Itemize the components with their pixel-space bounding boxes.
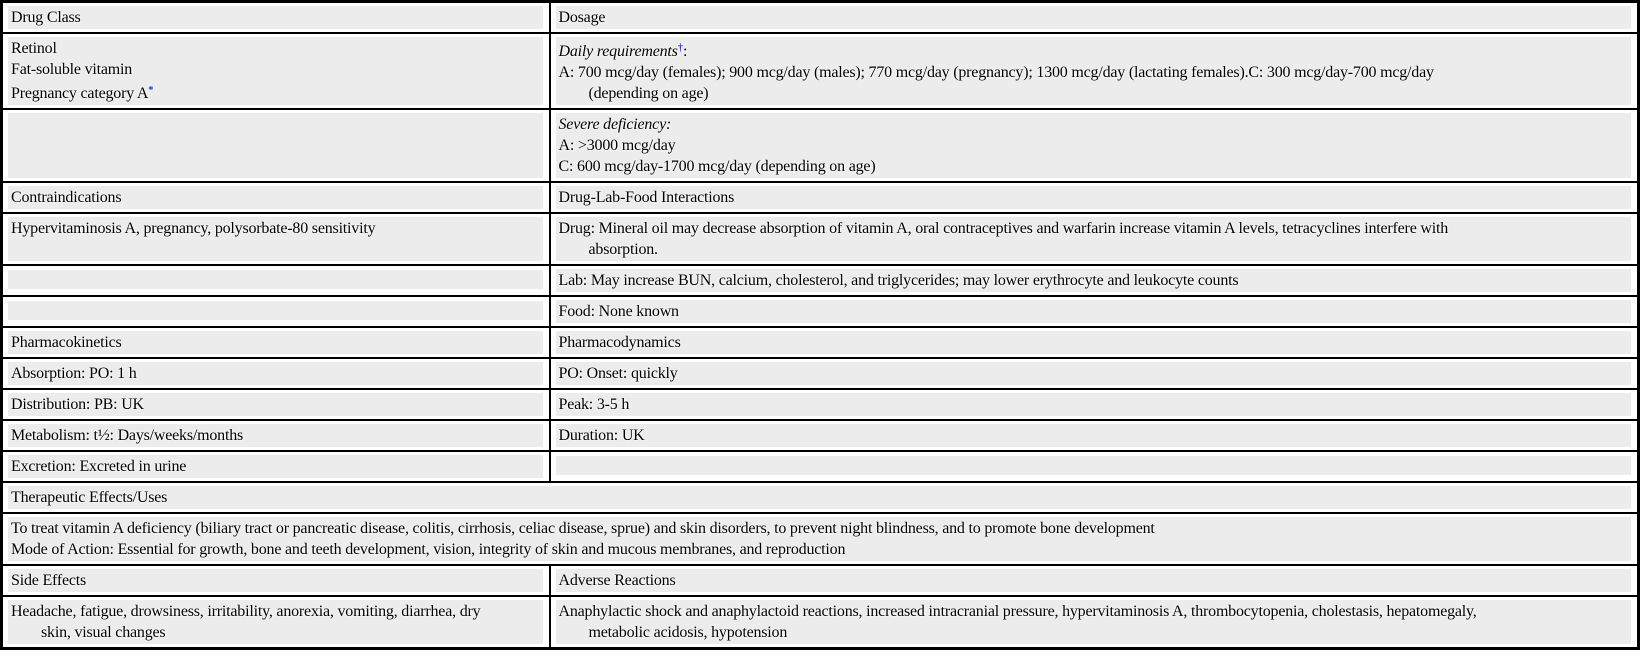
- text-segment: Distribution: PB: UK: [11, 396, 144, 413]
- text-segment: A: 700 mcg/day (females); 900 mcg/day (males); 770 mcg/day (pregnancy); 1300 mcg/day (lactating females).C: 300 mcg/day-700 mcg/day: [558, 64, 1434, 81]
- text-segment: A: >3000 mcg/day: [558, 137, 676, 154]
- footnote-marker: *: [148, 85, 154, 96]
- text-line: [11, 539, 1628, 560]
- row-excretion: [2, 451, 1639, 482]
- text-line: [11, 518, 1628, 539]
- text-line: [11, 332, 540, 353]
- cell-highlight: [556, 6, 1632, 29]
- row-metabolism-duration-cell-1: [550, 420, 1639, 451]
- text-line: [11, 38, 540, 59]
- row-side-effects-adverse-reactions-text-cell-1: [550, 596, 1639, 649]
- row-lab-interactions: [2, 265, 1639, 296]
- cell-highlight: [556, 331, 1632, 354]
- row-distribution-peak-cell-0: [2, 389, 550, 420]
- row-header-side-effects-adverse-reactions-cell-0: [2, 565, 550, 596]
- text-segment: Severe deficiency:: [558, 116, 672, 133]
- text-line: [11, 456, 540, 477]
- row-excretion-cell-0: [2, 451, 550, 482]
- text-line: [11, 187, 540, 208]
- text-line: [11, 80, 540, 104]
- text-line: [11, 59, 540, 80]
- text-line: [11, 570, 540, 591]
- text-line: [559, 38, 1629, 62]
- row-excretion-cell-1: [550, 451, 1639, 482]
- text-line: [559, 83, 1629, 104]
- cell-highlight: [8, 331, 543, 354]
- empty-highlight-bar: [8, 270, 543, 289]
- row-metabolism-duration: [2, 420, 1639, 451]
- text-line: [559, 332, 1629, 353]
- text-line: [559, 218, 1629, 239]
- row-absorption-onset-cell-1: [550, 358, 1639, 389]
- cell-highlight: [8, 6, 543, 29]
- text-segment: Drug Class: [11, 9, 81, 26]
- text-segment: Mode of Action: Essential for growth, bone and teeth development, vision, integrity of skin and mucous membranes, and reproduction: [11, 541, 846, 558]
- drug-monograph-table-body: [2, 2, 1639, 649]
- text-segment: To treat vitamin A deficiency (biliary tract or pancreatic disease, colitis, cirrhosis, celiac disease, sprue) and skin disorders, to prevent night blindness, and to promote bone development: [11, 520, 1155, 537]
- text-line: [559, 114, 1629, 135]
- row-absorption-onset: [2, 358, 1639, 389]
- row-drug-identity-daily-requirements: [2, 33, 1639, 109]
- row-metabolism-duration-cell-0: [2, 420, 550, 451]
- row-food-interactions: [2, 296, 1639, 327]
- cell-highlight: [556, 569, 1632, 592]
- cell-highlight: [8, 393, 543, 416]
- row-header-class-dosage-cell-1: [550, 2, 1639, 34]
- cell-highlight: [8, 486, 1631, 509]
- text-line: [11, 487, 1628, 508]
- row-contraindications-drug-interactions-cell-1: [550, 213, 1639, 265]
- row-header-class-dosage: [2, 2, 1639, 34]
- text-segment: Metabolism: t½: Days/weeks/months: [11, 427, 244, 444]
- text-segment: Adverse Reactions: [558, 572, 676, 589]
- cell-highlight: [8, 186, 543, 209]
- text-line: [11, 7, 540, 28]
- cell-highlight: [556, 300, 1632, 323]
- cell-highlight: [556, 113, 1632, 178]
- text-segment: Hypervitaminosis A, pregnancy, polysorbate-80 sensitivity: [11, 220, 376, 237]
- text-line: [559, 7, 1629, 28]
- cell-highlight: [8, 517, 1631, 561]
- row-contraindications-drug-interactions: [2, 213, 1639, 265]
- cell-highlight: [556, 269, 1632, 292]
- text-segment: Duration: UK: [558, 427, 645, 444]
- row-absorption-onset-cell-0: [2, 358, 550, 389]
- row-severe-deficiency: [2, 109, 1639, 182]
- text-segment: Fat-soluble vitamin: [11, 61, 133, 78]
- text-segment: Drug: Mineral oil may decrease absorption of vitamin A, oral contraceptives and warfarin increase vitamin A levels, tetracyclines interfere with: [558, 220, 1449, 237]
- text-segment: Headache, fatigue, drowsiness, irritability, anorexia, vomiting, diarrhea, dry: [11, 603, 481, 620]
- text-segment: metabolic acidosis, hypotension: [588, 624, 788, 641]
- text-segment: (depending on age): [588, 85, 709, 102]
- cell-highlight: [556, 424, 1632, 447]
- text-segment: Excretion: Excreted in urine: [11, 458, 187, 475]
- text-line: [559, 270, 1629, 291]
- footnote-marker: †: [677, 43, 683, 54]
- text-line: [11, 394, 540, 415]
- text-line: [559, 570, 1629, 591]
- cell-highlight: [8, 37, 543, 105]
- text-segment: Contraindications: [11, 189, 122, 206]
- cell-highlight: [8, 217, 543, 261]
- text-segment: Pharmacokinetics: [11, 334, 122, 351]
- row-distribution-peak: [2, 389, 1639, 420]
- row-header-contraindications-interactions-cell-0: [2, 182, 550, 213]
- cell-highlight: [8, 455, 543, 478]
- row-food-interactions-cell-0: [2, 296, 550, 327]
- text-line: [559, 62, 1629, 83]
- cell-highlight: [556, 362, 1632, 385]
- row-header-pharmacokinetics-pharmacodynamics: [2, 327, 1639, 358]
- text-line: [559, 135, 1629, 156]
- text-segment: absorption.: [588, 241, 658, 258]
- row-drug-identity-daily-requirements-cell-0: [2, 33, 550, 109]
- text-line: [559, 363, 1629, 384]
- row-drug-identity-daily-requirements-cell-1: [550, 33, 1639, 109]
- row-lab-interactions-cell-0: [2, 265, 550, 296]
- text-segment: Lab: May increase BUN, calcium, cholesterol, and triglycerides; may lower erythrocyte and leukocyte counts: [558, 272, 1239, 289]
- text-line: [11, 425, 540, 446]
- text-segment: Dosage: [558, 9, 606, 26]
- row-lab-interactions-cell-1: [550, 265, 1639, 296]
- cell-highlight: [556, 186, 1632, 209]
- cell-highlight: [556, 393, 1632, 416]
- row-therapeutic-effects-text-cell-0: [2, 513, 1639, 565]
- text-segment: skin, visual changes: [41, 624, 166, 641]
- text-segment: :: [682, 43, 688, 60]
- text-line: [11, 363, 540, 384]
- cell-highlight: [8, 362, 543, 385]
- empty-highlight-bar: [8, 301, 543, 320]
- text-segment: C: 600 mcg/day-1700 mcg/day (depending on age): [558, 158, 876, 175]
- text-segment: PO: Onset: quickly: [558, 365, 678, 382]
- row-header-contraindications-interactions-cell-1: [550, 182, 1639, 213]
- text-line: [559, 239, 1629, 260]
- row-header-pharmacokinetics-pharmacodynamics-cell-0: [2, 327, 550, 358]
- row-header-contraindications-interactions: [2, 182, 1639, 213]
- row-header-therapeutic-effects: [2, 482, 1639, 513]
- empty-highlight-bar: [556, 456, 1632, 475]
- row-contraindications-drug-interactions-cell-0: [2, 213, 550, 265]
- text-line: [559, 425, 1629, 446]
- row-therapeutic-effects-text: [2, 513, 1639, 565]
- text-segment: Therapeutic Effects/Uses: [11, 489, 168, 506]
- text-line: [559, 156, 1629, 177]
- text-segment: Drug-Lab-Food Interactions: [558, 189, 735, 206]
- row-severe-deficiency-cell-1: [550, 109, 1639, 182]
- text-line: [11, 218, 540, 239]
- row-severe-deficiency-cell-0: [2, 109, 550, 182]
- row-header-class-dosage-cell-0: [2, 2, 550, 34]
- text-line: [559, 394, 1629, 415]
- row-side-effects-adverse-reactions-text-cell-0: [2, 596, 550, 649]
- cell-highlight: [8, 600, 543, 644]
- text-line: [559, 301, 1629, 322]
- row-side-effects-adverse-reactions-text: [2, 596, 1639, 649]
- row-food-interactions-cell-1: [550, 296, 1639, 327]
- row-header-pharmacokinetics-pharmacodynamics-cell-1: [550, 327, 1639, 358]
- text-line: [559, 601, 1629, 622]
- cell-highlight: [556, 600, 1632, 644]
- empty-highlight-bar: [8, 113, 543, 178]
- text-segment: Food: None known: [558, 303, 679, 320]
- text-segment: Side Effects: [11, 572, 87, 589]
- text-line: [559, 187, 1629, 208]
- text-segment: Peak: 3-5 h: [558, 396, 630, 413]
- cell-highlight: [8, 424, 543, 447]
- row-header-side-effects-adverse-reactions-cell-1: [550, 565, 1639, 596]
- text-segment: Anaphylactic shock and anaphylactoid reactions, increased intracranial pressure, hypervitaminosis A, thrombocytopenia, cholestasis, hepatomegaly,: [558, 603, 1477, 620]
- row-distribution-peak-cell-1: [550, 389, 1639, 420]
- text-line: [11, 601, 540, 622]
- cell-highlight: [8, 569, 543, 592]
- text-segment: Daily requirements: [558, 43, 678, 60]
- row-header-side-effects-adverse-reactions: [2, 565, 1639, 596]
- text-segment: Retinol: [11, 40, 57, 57]
- text-segment: Pharmacodynamics: [558, 334, 681, 351]
- row-header-therapeutic-effects-cell-0: [2, 482, 1639, 513]
- cell-highlight: [556, 37, 1632, 105]
- text-line: [559, 622, 1629, 643]
- cell-highlight: [556, 217, 1632, 261]
- text-segment: Absorption: PO: 1 h: [11, 365, 137, 382]
- text-line: [11, 622, 540, 643]
- text-segment: Pregnancy category A: [11, 85, 149, 102]
